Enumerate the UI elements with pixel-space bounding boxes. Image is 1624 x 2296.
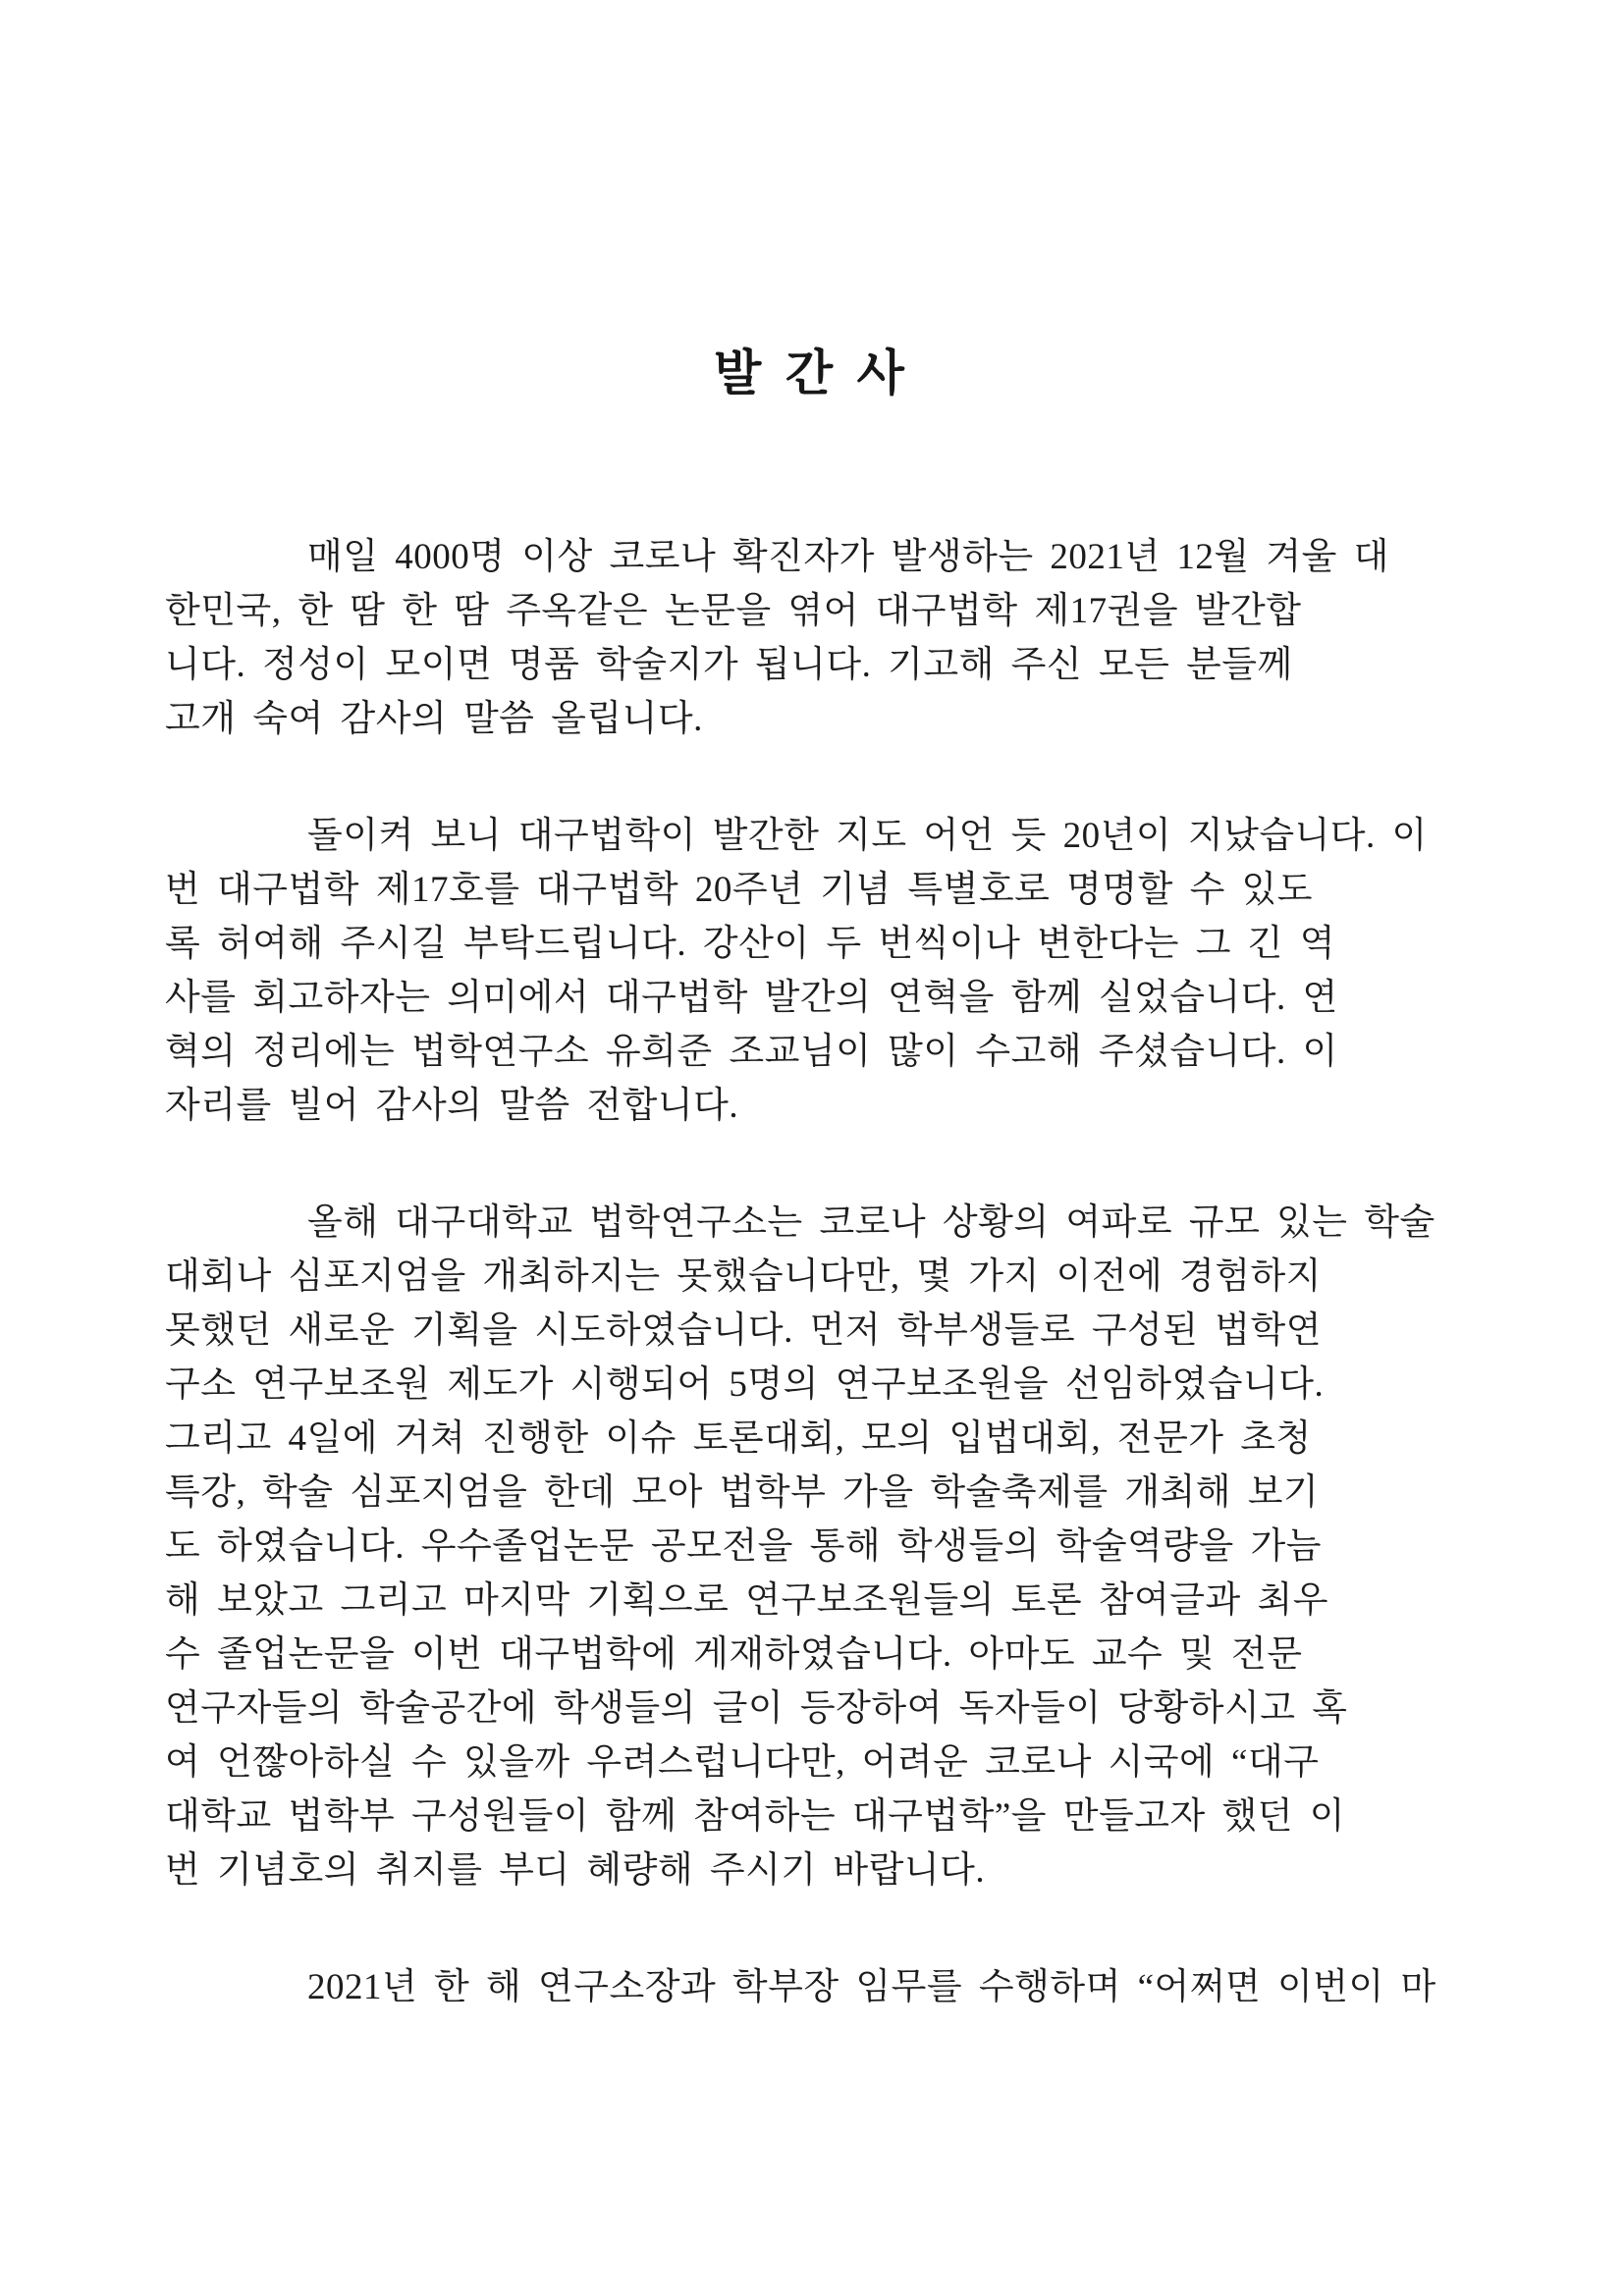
text-line: 자리를 빌어 감사의 말씀 전합니다.	[165, 1086, 739, 1126]
paragraph	[165, 1196, 1463, 1897]
paragraph	[165, 530, 1463, 746]
text-line: 록 허여해 주시길 부탁드립니다. 강산이 두 번씩이나 변한다는 그 긴 역	[165, 924, 1336, 964]
text-line: 매일 4000명 이상 코로나 확진자가 발생하는 2021년 12월 겨울 대	[307, 537, 1389, 577]
text-line: 혁의 정리에는 법학연구소 유희준 조교님이 많이 수고해 주셨습니다. 이	[165, 1032, 1338, 1072]
text-line: 니다. 정성이 모이면 명품 학술지가 됩니다. 기고해 주신 모든 분들께	[165, 645, 1293, 685]
paragraph	[165, 809, 1463, 1133]
text-line: 사를 회고하자는 의미에서 대구법학 발간의 연혁을 함께 실었습니다. 연	[165, 978, 1338, 1018]
text-line: 도 하였습니다. 우수졸업논문 공모전을 통해 학생들의 학술역량을 가늠	[165, 1526, 1323, 1567]
text-line: 해 보았고 그리고 마지막 기획으로 연구보조원들의 토론 참여글과 최우	[165, 1580, 1329, 1621]
text-line: 대학교 법학부 구성원들이 함께 참여하는 대구법학”을 만들고자 했던 이	[165, 1796, 1345, 1837]
text-line: 특강, 학술 심포지엄을 한데 모아 법학부 가을 학술축제를 개최해 보기	[165, 1472, 1320, 1513]
text-line: 번 기념호의 취지를 부디 혜량해 주시기 바랍니다.	[165, 1850, 986, 1891]
text-line: 그리고 4일에 거쳐 진행한 이슈 토론대회, 모의 입법대회, 전문가 초청	[165, 1418, 1312, 1459]
text-line: 2021년 한 해 연구소장과 학부장 임무를 수행하며 “어쩌면 이번이 마	[307, 1967, 1436, 2007]
page-title: 발 간 사	[714, 346, 910, 400]
text-line: 연구자들의 학술공간에 학생들의 글이 등장하여 독자들이 당황하시고 혹	[165, 1688, 1348, 1729]
document-body	[165, 530, 1463, 2014]
paragraph	[165, 1960, 1463, 2014]
text-line: 못했던 새로운 기획을 시도하였습니다. 먼저 학부생들로 구성된 법학연	[165, 1310, 1323, 1351]
text-line: 고개 숙여 감사의 말씀 올립니다.	[165, 699, 703, 739]
text-line: 한민국, 한 땀 한 땀 주옥같은 논문을 엮어 대구법학 제17권을 발간합	[165, 591, 1302, 631]
text-line: 여 언짢아하실 수 있을까 우려스럽니다만, 어려운 코로나 시국에 “대구	[165, 1742, 1320, 1783]
text-line: 구소 연구보조원 제도가 시행되어 5명의 연구보조원을 선임하였습니다.	[165, 1364, 1325, 1405]
text-line: 돌이켜 보니 대구법학이 발간한 지도 어언 듯 20년이 지났습니다. 이	[307, 816, 1428, 856]
text-line: 번 대구법학 제17호를 대구법학 20주년 기념 특별호로 명명할 수 있도	[165, 870, 1314, 910]
text-line: 대회나 심포지엄을 개최하지는 못했습니다만, 몇 가지 이전에 경험하지	[165, 1256, 1323, 1297]
text-line: 수 졸업논문을 이번 대구법학에 게재하였습니다. 아마도 교수 및 전문	[165, 1634, 1303, 1675]
text-line: 올해 대구대학교 법학연구소는 코로나 상황의 여파로 규모 있는 학술	[307, 1202, 1435, 1243]
